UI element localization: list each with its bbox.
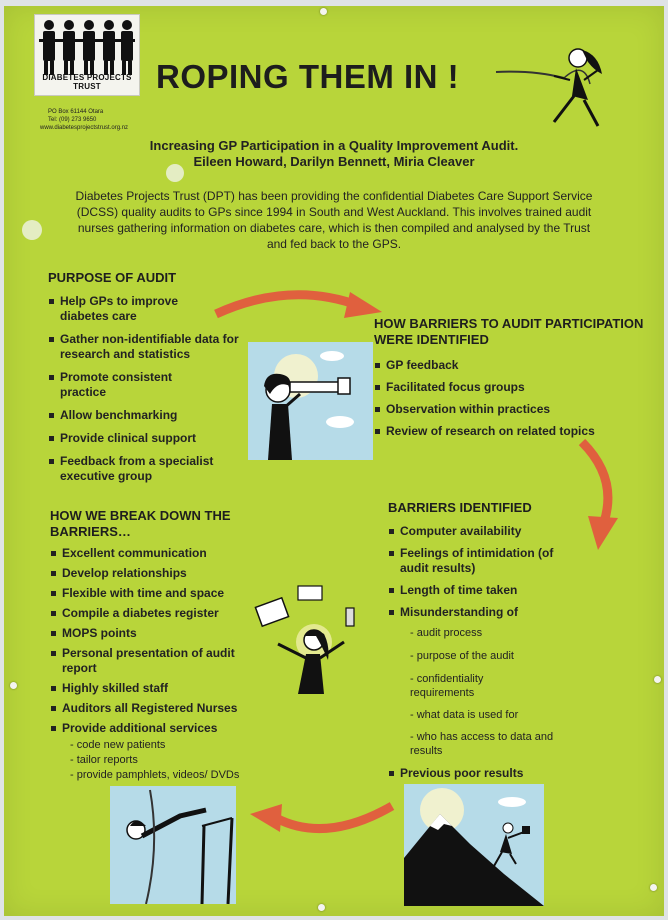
contact-info [40, 108, 128, 132]
list-item: Misunderstanding of [388, 605, 628, 620]
identification-list [374, 358, 644, 439]
barriers-list-b [388, 766, 628, 781]
list-item: Compile a diabetes register [50, 606, 280, 621]
sub-list-item: - code new patients [58, 738, 280, 752]
list-item: Excellent communication [50, 546, 280, 561]
list-item: Highly skilled staff [50, 681, 280, 696]
list-item: Allow benchmarking [48, 408, 248, 423]
mountain-illustration [404, 784, 544, 906]
barriers-list [388, 524, 628, 620]
telescope-person-icon [248, 342, 373, 460]
subtitle-authors: Eileen Howard, Darilyn Bennett, Miria Cleaver [193, 154, 475, 169]
list-item: Computer availability [388, 524, 628, 539]
list-item: Provide clinical support [48, 431, 248, 446]
logo-org-name: DIABETES PROJECTS TRUST [42, 73, 132, 91]
sub-list-item: - tailor reports [58, 753, 280, 767]
curved-arrow-icon [210, 284, 386, 324]
barriers-section [388, 500, 628, 781]
figures-logo-icon [35, 15, 139, 77]
logo [34, 14, 140, 96]
subtitle [4, 138, 664, 170]
contact-phone: Tel: (09) 273 9650 [48, 117, 97, 123]
poster [4, 6, 664, 916]
breakdown-section [50, 508, 280, 782]
pin [10, 682, 17, 689]
contact-pobox: PO Box 61144 Otara [48, 109, 104, 115]
list-item: Help GPs to improve diabetes care [48, 294, 210, 324]
pin [320, 8, 327, 15]
intro-paragraph: Diabetes Projects Trust (DPT) has been providing the confidential Diabetes Care Support Service (DCSS) quality audits to GPs since 1994 in South and West Auckland. This involves trained audit nurses gathering information on diabetes care, which is then compiled and analysed by the Trust and fed back to the GPS. [75, 189, 593, 251]
list-item: Gather non-identifiable data for research and statistics [48, 332, 248, 362]
telescope-illustration [248, 342, 373, 460]
sub-list-item: - provide pamphlets, videos/ DVDs [58, 768, 280, 782]
curved-arrow-icon [246, 798, 396, 836]
sub-list-item: - who has access to data and results [398, 730, 560, 758]
breakdown-list [50, 546, 280, 736]
list-item: Feedback from a specialist executive group [48, 454, 250, 484]
list-item: MOPS points [50, 626, 280, 641]
list-item: Flexible with time and space [50, 586, 280, 601]
list-item: Observation within practices [374, 402, 644, 417]
mountain-climber-icon [404, 784, 544, 906]
subtitle-line-1: Increasing GP Participation in a Quality Improvement Audit. [149, 138, 519, 153]
contact-website[interactable]: www.diabetesprojectstrust.org.nz [40, 125, 129, 131]
page-title: ROPING THEM IN ! [156, 58, 460, 95]
sticker-dot [22, 220, 42, 240]
identification-heading: HOW BARRIERS TO AUDIT PARTICIPATION WERE IDENTIFIED [374, 316, 644, 347]
identification-section [374, 316, 644, 439]
breakdown-sub-list [58, 738, 280, 782]
list-item: GP feedback [374, 358, 644, 373]
list-item: Provide additional services [50, 721, 280, 736]
barriers-sub-list [398, 626, 628, 758]
breakdown-heading: HOW WE BREAK DOWN THE BARRIERS… [50, 508, 231, 539]
list-item: Develop relationships [50, 566, 280, 581]
pin [650, 884, 657, 891]
purpose-heading: PURPOSE OF AUDIT [48, 270, 177, 285]
lasso-figure-icon [494, 40, 624, 136]
multitasking-person-icon [248, 580, 368, 700]
pin [654, 676, 661, 683]
list-item: Review of research on related topics [374, 424, 644, 439]
pole-vaulter-icon [110, 786, 236, 904]
barriers-heading: BARRIERS IDENTIFIED [388, 500, 532, 515]
pin [318, 904, 325, 911]
sub-list-item: - what data is used for [398, 708, 628, 722]
sub-list-item: - confidentiality requirements [398, 672, 510, 700]
list-item: Personal presentation of audit report [50, 646, 262, 676]
list-item: Length of time taken [388, 583, 628, 598]
list-item: Facilitated focus groups [374, 380, 644, 395]
pole-vault-illustration [110, 786, 236, 904]
list-item: Previous poor results [388, 766, 628, 781]
list-item: Promote consistent practice [48, 370, 210, 400]
sub-list-item: - purpose of the audit [398, 649, 628, 663]
sub-list-item: - audit process [398, 626, 628, 640]
list-item: Feelings of intimidation (of audit results) [388, 546, 570, 576]
list-item: Auditors all Registered Nurses [50, 701, 280, 716]
